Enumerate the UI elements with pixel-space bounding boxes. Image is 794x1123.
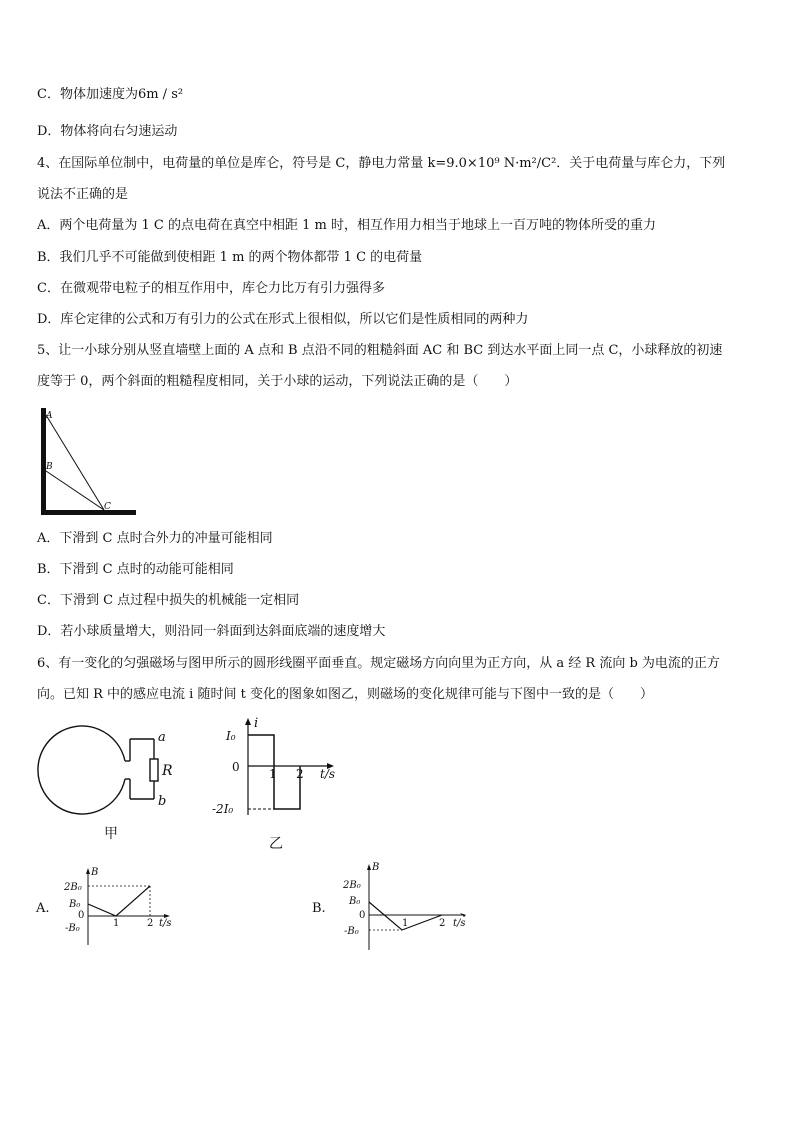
current-graph	[212, 715, 345, 852]
q3-option-d: D．物体将向右匀速运动	[37, 124, 178, 139]
option-a-graph	[36, 860, 186, 950]
axis-b-label: B	[91, 867, 99, 878]
q5-option-a: A．下滑到 C 点时合外力的冲量可能相同	[37, 531, 273, 546]
option-b-label: B.	[312, 901, 326, 916]
q5-stem-line1: 5、让一小球分别从竖直墙壁上面的 A 点和 B 点沿不同的粗糙斜面 AC 和 BC 到达水平面上同一点 C，小球释放的初速	[37, 343, 723, 358]
tick-1-label: 1	[402, 918, 409, 929]
origin-label: 0	[359, 910, 366, 921]
option-a-label: A.	[36, 901, 50, 916]
circuit-figure	[38, 725, 188, 850]
terminal-b-label: b	[158, 794, 167, 809]
point-a-label: A	[46, 411, 53, 421]
q5-option-b: B．下滑到 C 点时的动能可能相同	[37, 562, 234, 577]
tick-neg-b0-label: -B₀	[65, 923, 80, 934]
point-b-label: B	[46, 462, 53, 472]
incline-figure	[38, 405, 138, 520]
tick-neg2i0-label: -2I₀	[212, 802, 234, 816]
resistor-label: R	[162, 763, 173, 779]
origin-label: 0	[232, 760, 240, 774]
q6-stem-line1: 6、有一变化的匀强磁场与图甲所示的圆形线圈平面垂直。规定磁场方向向里为正方向，从 a 经 R 流向 b 为电流的正方	[37, 656, 720, 671]
origin-label: 0	[78, 910, 85, 921]
q4-option-d: D．库仑定律的公式和万有引力的公式在形式上很相似，所以它们是性质相同的两种力	[37, 312, 529, 327]
axis-t-label: t/s	[159, 918, 172, 929]
option-b-graph	[312, 860, 482, 955]
tick-2b0-label: 2B₀	[343, 880, 361, 891]
q4-stem-line1: 4、在国际单位制中，电荷量的单位是库仑，符号是 C，静电力常量 k=9.0×10⁹ N·m²/C²．关于电荷量与库仑力，下列	[37, 156, 726, 171]
tick-b0-label: B₀	[349, 896, 361, 907]
q3-option-c: C．物体加速度为6m / s²	[37, 87, 184, 102]
q4-option-a: A．两个电荷量为 1 C 的点电荷在真空中相距 1 m 时，相互作用力相当于地球上一百万吨的物体所受的重力	[37, 218, 656, 233]
resistor-r	[150, 759, 158, 781]
axis-b-label: B	[372, 862, 380, 873]
tick-b0-label: B₀	[69, 899, 81, 910]
point-c-label: C	[104, 502, 111, 512]
tick-1-label: 1	[113, 918, 120, 929]
tick-i0-label: I₀	[226, 729, 236, 743]
tick-2-label: 2	[439, 918, 446, 929]
axis-t-label: t/s	[453, 918, 466, 929]
q5-option-d: D．若小球质量增大，则沿同一斜面到达斜面底端的速度增大	[37, 624, 386, 639]
caption-yi: 乙	[269, 836, 283, 852]
q6-stem-line2: 向。已知 R 中的感应电流 i 随时间 t 变化的图象如图乙，则磁场的变化规律可能与下图中一致的是（ ）	[37, 687, 653, 702]
q4-stem-line2: 说法不正确的是	[37, 187, 129, 202]
tick-neg-b0-label: -B₀	[344, 926, 359, 937]
terminal-a-label: a	[158, 730, 166, 745]
caption-jia: 甲	[104, 826, 118, 842]
q5-option-c: C．下滑到 C 点过程中损失的机械能一定相同	[37, 593, 300, 608]
q4-option-b: B．我们几乎不可能做到使相距 1 m 的两个物体都带 1 C 的电荷量	[37, 250, 423, 265]
axis-t-label: t/s	[320, 767, 336, 781]
tick-2b0-label: 2B₀	[64, 882, 82, 893]
q4-option-c: C．在微观带电粒子的相互作用中，库仑力比万有引力强得多	[37, 281, 385, 296]
tick-2-label: 2	[296, 767, 304, 781]
tick-1-label: 1	[269, 767, 277, 781]
q5-stem-line2: 度等于 0，两个斜面的粗糙程度相同，关于小球的运动，下列说法正确的是（ ）	[37, 374, 518, 389]
axis-i-label: i	[254, 716, 259, 731]
tick-2-label: 2	[147, 918, 154, 929]
